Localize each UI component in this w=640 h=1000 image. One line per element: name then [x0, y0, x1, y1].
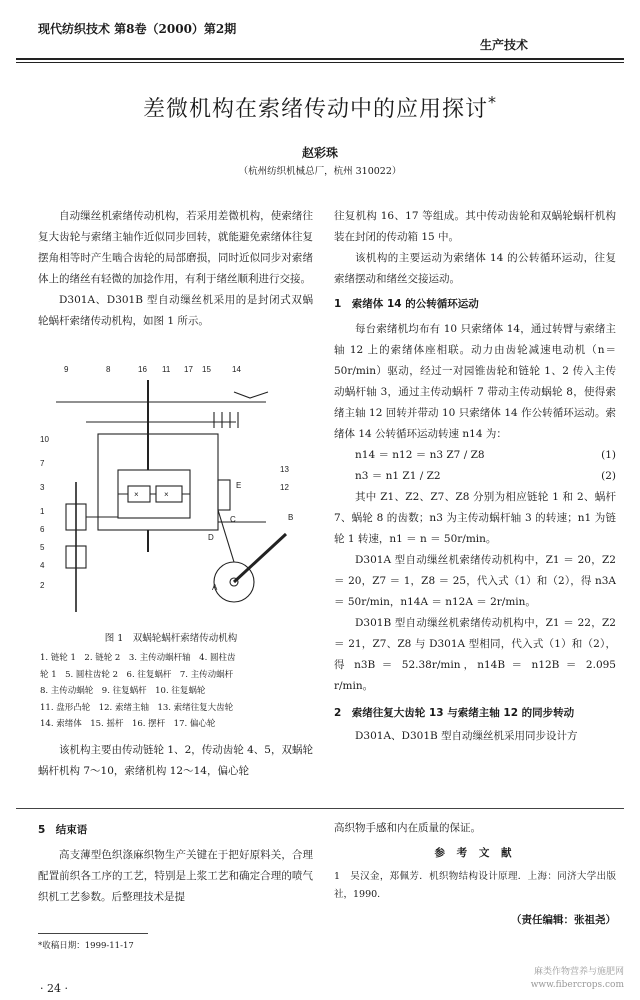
article-divider [16, 808, 624, 809]
worm-gear-10 [156, 486, 182, 502]
right-column [334, 206, 616, 747]
label-13: 13 [280, 465, 289, 474]
label-B: B [288, 513, 294, 522]
label-2: 2 [40, 581, 45, 590]
equation-number: (1) [601, 449, 616, 461]
label-7: 7 [40, 459, 45, 468]
label-11: 11 [162, 365, 171, 374]
legend-line: 11. 盘形凸轮 12. 索绪主轴 13. 索绪往复大齿轮 [40, 702, 234, 713]
references-block [334, 818, 616, 931]
conclusion-block [38, 820, 313, 908]
header-rule-thin [16, 62, 624, 63]
equation-text: n14 ＝ n12 ＝ n3 Z7 / Z8 [355, 449, 485, 461]
watermark-line: 麻类作物营养与施肥网 [533, 967, 624, 977]
cross-mark: × [164, 490, 169, 499]
equation-1 [334, 445, 616, 466]
footnote: *收稿日期：1999-11-17 [38, 941, 134, 951]
label-8: 8 [106, 365, 111, 374]
paragraph: D301A、D301B 型自动缫丝机采用的是封闭式双蜗轮蜗杆索绪传动机构，如图 1 所示。 [38, 294, 313, 327]
paragraph: 其中 Z1、Z2、Z7、Z8 分别为相应链轮 1 和 2、蜗杆 7、蜗轮 8 的齿数；n3 为主传动蜗杆轴 3 的转速；n1 为链轮 1 转速，n1 ＝ n ＝ 50r/min。 [334, 491, 616, 545]
editor-credit: （责任编辑：张祖尧） [511, 914, 616, 926]
cam-arm-11 [234, 392, 268, 398]
article-title [0, 92, 640, 123]
title-footnote-mark: * [488, 92, 497, 112]
reference-1: 1 吴汉金，郑佩芳．机织物结构设计原理．上海：同济大学出版社，1990. [334, 871, 616, 900]
label-4: 4 [40, 561, 45, 570]
title-text: 差微机构在索绪传动中的应用探讨 [142, 97, 488, 122]
watermark [531, 966, 624, 992]
section-heading-1: 1 索绪体 14 的公转循环运动 [334, 298, 479, 310]
figure-legend [40, 650, 306, 733]
left-column-bottom [38, 740, 313, 782]
left-column-top [38, 206, 313, 332]
footnote-rule [38, 933, 148, 934]
label-9: 9 [64, 365, 69, 374]
journal-header: 现代纺织技术 第8卷（2000）第2期 [38, 22, 237, 36]
label-15: 15 [202, 365, 211, 374]
label-A: A [212, 583, 218, 592]
worm-gear-8 [128, 486, 150, 502]
page-number: · 24 · [40, 982, 68, 995]
rocker-16 [234, 534, 286, 582]
paragraph: 高织物手感和内在质量的保证。 [334, 822, 481, 834]
paragraph: D301A、D301B 型自动缫丝机采用同步设计方 [355, 730, 578, 742]
watermark-line: www.fibercrops.com [530, 980, 624, 990]
label-12: 12 [280, 483, 289, 492]
paragraph: 每台索绪机均布有 10 只索绪体 14，通过转臂与索绪主轴 12 上的索绪体座相联。动力由齿轮减速电动机（n＝50r/min）驱动，经过一对园锥齿轮和链轮 1、2 传入主传动蜗杆轴 3，通过主传动蜗杆 7 带动主传动蜗轮 8，使得索绪主轴 12 回转并带动 10 只索绪体 14 作公转循环运动。索绪体 14 公转循环运动转速 n14 为： [334, 323, 616, 440]
references-heading: 参 考 文 献 [434, 847, 516, 859]
legend-line: 8. 主传动蜗轮 9. 往复蜗杆 10. 往复蜗轮 [40, 686, 206, 697]
section-header: 生产技术 [479, 38, 528, 52]
label-1: 1 [40, 507, 45, 516]
equation-2 [334, 466, 616, 487]
label-3: 3 [40, 483, 45, 492]
equation-number: (2) [601, 470, 616, 482]
gear-13 [218, 480, 230, 510]
label-E: E [236, 481, 242, 490]
figure-caption: 图 1 双蜗轮蜗杆索绪传动机构 [104, 633, 238, 644]
section-heading-2: 2 索绪往复大齿轮 13 与索绪主轴 12 的同步转动 [334, 707, 575, 719]
label-5: 5 [40, 543, 45, 552]
legend-line: 14. 索绪体 15. 摇杆 16. 摆杆 17. 偏心轮 [40, 719, 216, 730]
legend-line: 1. 链轮 1 2. 链轮 2 3. 主传动蜗杆轴 4. 圆柱齿 [40, 653, 236, 663]
section-heading-5: 5 结束语 [38, 824, 88, 836]
gearbox-housing [98, 434, 218, 530]
label-6: 6 [40, 525, 45, 534]
label-14: 14 [232, 365, 241, 374]
paragraph: 往复机构 16、17 等组成。其中传动齿轮和双蜗轮蜗杆机构装在封闭的传动箱 15 中。 [334, 210, 616, 243]
figure-1-diagram [36, 362, 306, 624]
author: 赵彩珠 [301, 146, 338, 160]
label-10: 10 [40, 435, 49, 444]
legend-line: 轮 1 5. 圆柱齿轮 2 6. 往复蜗杆 7. 主传动蜗杆 [40, 669, 234, 680]
paragraph: 该机构的主要运动为索绪体 14 的公转循环运动，往复索绪摆动和绪丝交接运动。 [334, 252, 616, 285]
header-rule [16, 58, 624, 60]
label-D: D [208, 533, 214, 542]
cross-mark: × [134, 490, 139, 499]
label-16: 16 [138, 365, 147, 374]
paragraph: D301A 型自动缫丝机索绪传动机构中，Z1 ＝ 20，Z2 ＝ 20，Z7 ＝ 1，Z8 ＝ 25，代入式（1）和（2），得 n3A ＝ 50r/min，n14A ＝ n12A ＝ 2r/min。 [334, 554, 616, 608]
paragraph: D301B 型自动缫丝机索绪传动机构中，Z1 ＝ 22，Z2 ＝ 21，Z7、Z8 与 D301A 型相同，代入式（1）和（2），得 n3B ＝ 52.38r/min，n14B ＝ n12B ＝ 2.095 r/min。 [334, 617, 616, 692]
affiliation: （杭州纺织机械总厂，杭州 310022） [238, 166, 402, 177]
label-C: C [230, 515, 236, 524]
paragraph: 该机构主要由传动链轮 1、2，传动齿轮 4、5，双蜗轮蜗杆机构 7～10，索绪机构 12～14，偏心轮 [38, 744, 313, 777]
paragraph: 自动缫丝机索绪传动机构，若采用差微机构，使索绪往复大齿轮与索绪主轴作近似同步回转，就能避免索绪体往复摆角相等时产生啮合齿轮的局部磨损，同时近似同步对索绪体上的绪丝有轻微的加捻作用，有利于绪丝顺利进行交接。 [38, 210, 313, 285]
label-17: 17 [184, 365, 193, 374]
equation-text: n3 ＝ n1 Z1 / Z2 [355, 470, 441, 482]
paragraph: 高支薄型色织涤麻织物生产关键在于把好原料关，合理配置前织各工序的工艺，特别是上浆工艺和确定合理的喷气织机工艺参数。后整理技术是提 [38, 849, 313, 903]
